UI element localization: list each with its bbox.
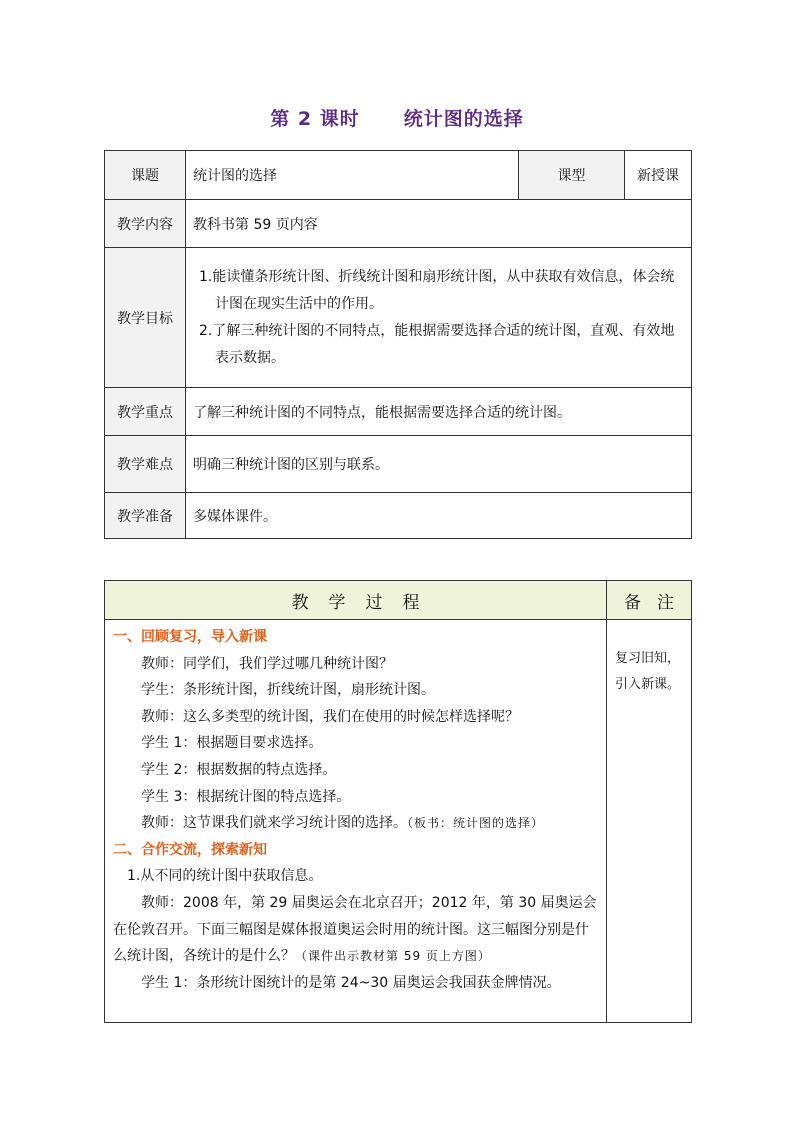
step-heading: 1.从不同的统计图中获取信息。 bbox=[127, 868, 323, 885]
value-preparation: 多媒体课件。 bbox=[186, 493, 692, 539]
process-content bbox=[105, 620, 607, 1023]
header-remarks: 备注 bbox=[607, 581, 692, 620]
goal-item: 1.能读懂条形统计图、折线统计图和扇形统计图，从中获取有效信息，体会统计图在现实生活中的作用。 bbox=[199, 268, 675, 312]
dialogue-line: 学生 1：条形统计图统计的是第 24~30 届奥运会我国获金牌情况。 bbox=[141, 974, 561, 991]
section-heading-explore: 二、合作交流，探索新知 bbox=[113, 841, 267, 858]
process-body-row bbox=[105, 620, 692, 1023]
lesson-topic: 统计图的选择 bbox=[403, 108, 524, 130]
value-content: 教科书第 59 页内容 bbox=[186, 200, 692, 248]
dialogue-line: 教师：同学们，我们学过哪几种统计图？ bbox=[141, 655, 393, 672]
label-type: 课型 bbox=[519, 151, 625, 200]
row-subject bbox=[105, 151, 692, 200]
remark-line: 复习旧知， bbox=[615, 651, 681, 666]
dialogue-line: 教师：这么多类型的统计图，我们在使用的时候怎样选择呢？ bbox=[141, 708, 519, 725]
section-heading-review: 一、回顾复习，导入新课 bbox=[113, 629, 267, 645]
remarks-content bbox=[607, 620, 692, 1023]
courseware-note: （课件出示教材第 59 页上方图） bbox=[295, 949, 491, 964]
dialogue-line: 学生 2：根据数据的特点选择。 bbox=[141, 761, 337, 778]
dialogue-line: 学生 1：根据题目要求选择。 bbox=[141, 735, 323, 752]
value-subject: 统计图的选择 bbox=[186, 151, 519, 200]
row-key-point bbox=[105, 388, 692, 436]
label-goals: 教学目标 bbox=[105, 248, 186, 388]
dialogue-line: 学生 3：根据统计图的特点选择。 bbox=[141, 788, 351, 805]
row-content bbox=[105, 200, 692, 248]
row-preparation bbox=[105, 493, 692, 539]
value-key-point: 了解三种统计图的不同特点，能根据需要选择合适的统计图。 bbox=[186, 388, 692, 436]
label-preparation: 教学准备 bbox=[105, 493, 186, 539]
process-header-row bbox=[105, 581, 692, 620]
goal-list bbox=[193, 264, 691, 372]
value-difficulty: 明确三种统计图的区别与联系。 bbox=[186, 436, 692, 493]
label-subject: 课题 bbox=[105, 151, 186, 200]
lesson-number: 第 2 课时 bbox=[270, 108, 360, 130]
label-content: 教学内容 bbox=[105, 200, 186, 248]
goal-item: 2.了解三种统计图的不同特点，能根据需要选择合适的统计图，直观、有效地表示数据。 bbox=[199, 322, 675, 366]
label-difficulty: 教学难点 bbox=[105, 436, 186, 493]
dialogue-line: 教师：这节课我们就来学习统计图的选择。（板书：统计图的选择） bbox=[141, 815, 545, 832]
remark-line: 引入新课。 bbox=[615, 677, 681, 692]
lesson-info-table bbox=[104, 150, 692, 539]
label-key-point: 教学重点 bbox=[105, 388, 186, 436]
dialogue-line: 学生：条形统计图，折线统计图，扇形统计图。 bbox=[141, 682, 435, 699]
page-title bbox=[0, 104, 794, 131]
row-difficulty bbox=[105, 436, 692, 493]
board-note: （板书：统计图的选择） bbox=[407, 816, 545, 831]
header-process: 教学过程 bbox=[105, 581, 607, 620]
dialogue-line: 教师：2008 年，第 29 届奥运会在北京召开；2012 年，第 30 届奥运会在伦敦召开。下面三幅图是媒体报道奥运会时用的统计图。这三幅图分别是什么统计图，各统计的是什么？（课件出示教材第 59 页上方图） bbox=[113, 894, 597, 965]
value-goals bbox=[186, 248, 692, 388]
row-goals bbox=[105, 248, 692, 388]
teaching-process-table bbox=[104, 580, 692, 1023]
value-type: 新授课 bbox=[625, 151, 692, 200]
